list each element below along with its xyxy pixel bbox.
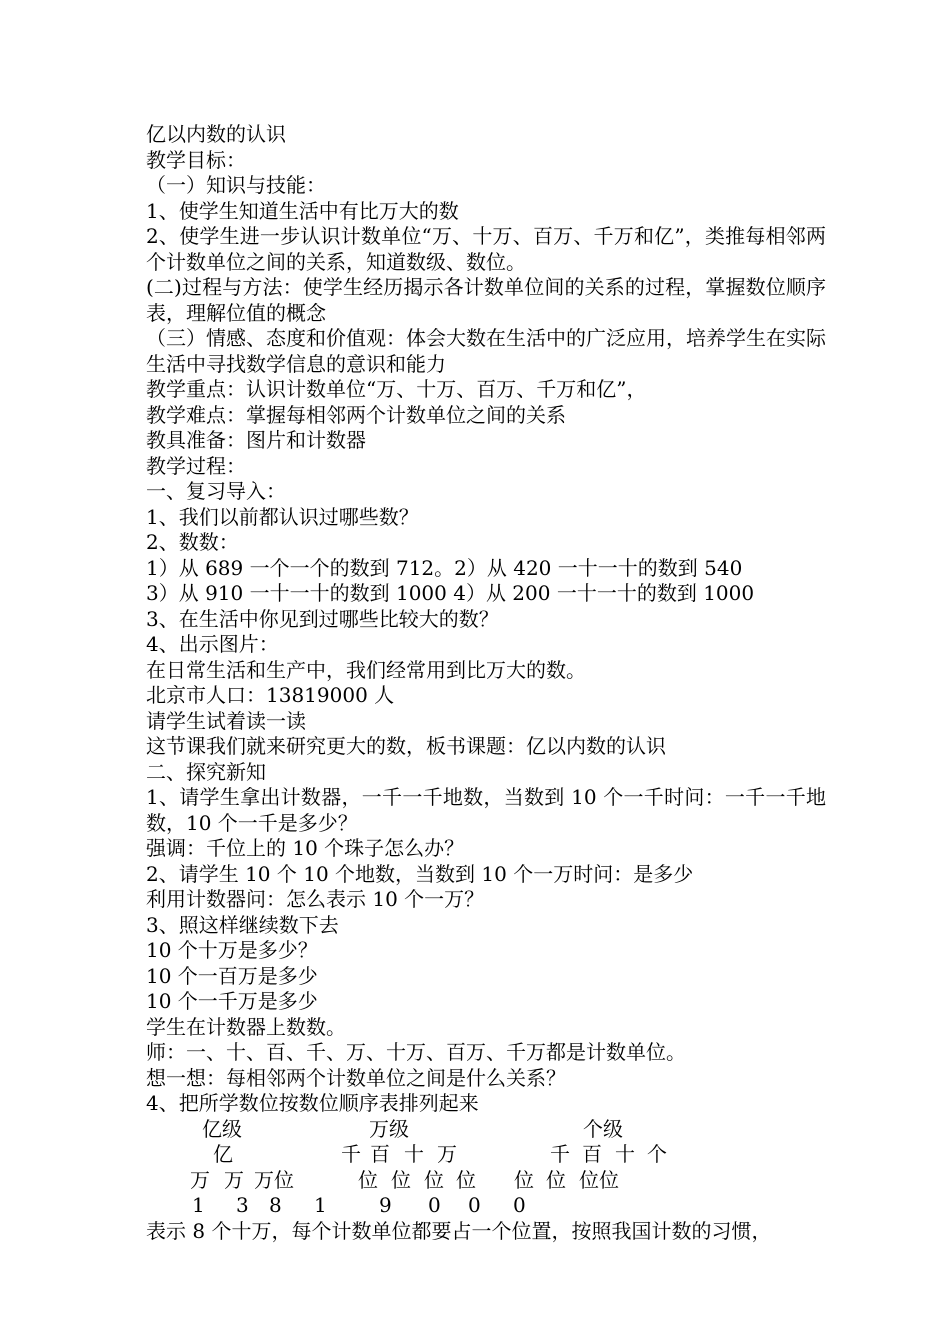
table-digit: 1 — [314, 1192, 327, 1217]
doc-line: 10 个一千万是多少 — [146, 989, 318, 1013]
table-cell: 千 — [341, 1141, 361, 1166]
doc-line: 一、复习导入： — [146, 479, 286, 503]
doc-line: （一）知识与技能： — [146, 173, 326, 197]
table-cell: 亿 — [213, 1141, 233, 1166]
table-digit: 1 — [192, 1192, 205, 1217]
doc-line: 1、我们以前都认识过哪些数？ — [146, 504, 419, 529]
doc-line: 师：一、十、百、千、万、十万、百万、千万都是计数单位。 — [146, 1040, 686, 1064]
table-digit: 0 — [513, 1192, 526, 1217]
table-header-yi-level: 亿级 — [202, 1116, 242, 1141]
doc-line: 这节课我们就来研究更大的数，板书课题：亿以内数的认识 — [146, 734, 666, 758]
table-cell: 万 — [190, 1167, 210, 1192]
doc-line: 教学难点：掌握每相邻两个计数单位之间的关系 — [146, 402, 566, 427]
doc-line: 2、请学生 10 个 10 个地数，当数到 10 个一万时问：是多少 — [146, 861, 694, 886]
doc-line: 1、使学生知道生活中有比万大的数 — [146, 198, 459, 223]
doc-line: 在日常生活和生产中，我们经常用到比万大的数。 — [146, 657, 586, 682]
table-digit: 9 — [379, 1192, 392, 1217]
doc-title: 亿以内数的认识 — [146, 122, 286, 146]
table-digit: 3 — [236, 1192, 249, 1217]
doc-line: 请学生试着读一读 — [146, 708, 306, 733]
doc-line: 教具准备：图片和计数器 — [146, 428, 366, 452]
doc-line: 2、数数： — [146, 530, 239, 554]
document-body — [146, 122, 826, 1244]
doc-line: 想一想：每相邻两个计数单位之间是什么关系？ — [146, 1065, 566, 1090]
table-digit: 0 — [468, 1192, 481, 1217]
doc-line: 教学目标： — [146, 147, 246, 172]
doc-line: 北京市人口：13819000 人 — [146, 683, 395, 707]
table-cell: 位 — [424, 1167, 444, 1192]
doc-line: 10 个十万是多少？ — [146, 938, 318, 962]
doc-line: 3、在生活中你见到过哪些比较大的数？ — [146, 606, 499, 631]
table-cell: 十 — [615, 1141, 635, 1166]
table-cell: 位 — [546, 1167, 566, 1192]
table-header-ge-level: 个级 — [583, 1116, 623, 1141]
table-cell: 位位 — [579, 1167, 619, 1192]
doc-line: 学生在计数器上数数。 — [146, 1014, 346, 1039]
table-cell: 位 — [456, 1167, 476, 1192]
doc-line: 4、把所学数位按数位顺序表排列起来 — [146, 1091, 479, 1115]
table-cell: 位 — [358, 1167, 378, 1192]
place-value-table — [146, 1117, 826, 1219]
table-cell: 万 — [437, 1141, 457, 1166]
table-cell: 百 — [582, 1141, 602, 1166]
doc-paragraph: 2、使学生进一步认识计数单位“万、十万、百万、千万和亿”，类推每相邻两个计数单位之间的关系，知道数级、数位。 — [146, 224, 826, 274]
table-cell: 位 — [514, 1167, 534, 1192]
doc-line: 二、探究新知 — [146, 759, 266, 784]
table-cell: 万位 — [254, 1167, 294, 1192]
table-digit: 8 — [269, 1192, 282, 1217]
doc-line: 4、出示图片： — [146, 632, 279, 656]
table-digit: 0 — [428, 1192, 441, 1217]
table-cell: 个 — [647, 1141, 667, 1166]
table-cell: 十 — [404, 1141, 424, 1166]
doc-paragraph: （三）情感、态度和价值观：体会大数在生活中的广泛应用，培养学生在实际生活中寻找数学信息的意识和能力 — [146, 326, 826, 376]
doc-line: 表示 8 个十万，每个计数单位都要占一个位置，按照我国计数的习惯， — [146, 1218, 772, 1243]
doc-line: 3）从 910 一十一十的数到 1000 4）从 200 一十一十的数到 1000 — [146, 581, 755, 605]
table-cell: 千 — [550, 1141, 570, 1166]
doc-paragraph: 1、请学生拿出计数器，一千一千地数，当数到 10 个一千时问：一千一千地数，10 个一千是多少？ — [146, 785, 826, 835]
table-header-wan-level: 万级 — [369, 1116, 409, 1141]
doc-line: 利用计数器问：怎么表示 10 个一万？ — [146, 887, 485, 911]
doc-line: 教学重点：认识计数单位“万、十万、百万、千万和亿”， — [146, 377, 647, 401]
doc-line: 教学过程： — [146, 453, 246, 478]
doc-paragraph: (二)过程与方法：使学生经历揭示各计数单位间的关系的过程，掌握数位顺序表，理解位值的概念 — [146, 275, 826, 325]
doc-line: 1）从 689 一个一个的数到 712。2）从 420 一十一十的数到 540 — [146, 555, 743, 580]
doc-line: 3、照这样继续数下去 — [146, 912, 339, 937]
table-cell: 位 — [391, 1167, 411, 1192]
table-cell: 万 — [224, 1167, 244, 1192]
doc-line: 强调：千位上的 10 个珠子怎么办？ — [146, 836, 465, 860]
table-cell: 百 — [370, 1141, 390, 1166]
doc-line: 10 个一百万是多少 — [146, 963, 318, 988]
